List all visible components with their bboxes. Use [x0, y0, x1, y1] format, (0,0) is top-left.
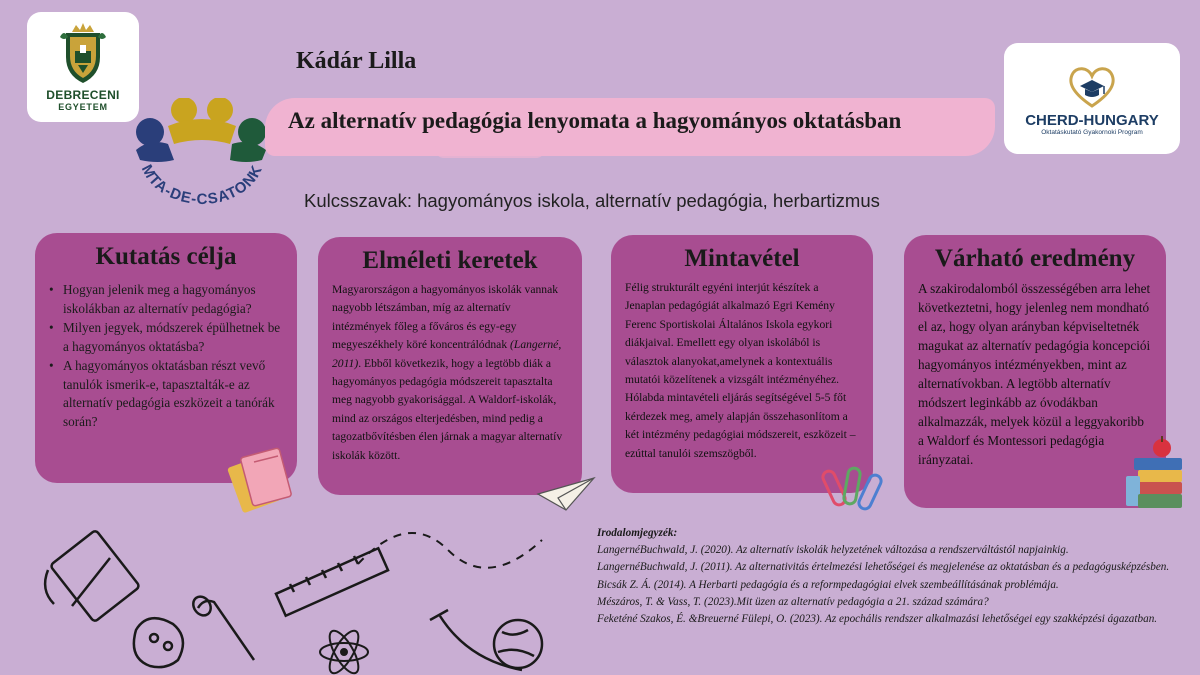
mta-people-ring-icon [128, 98, 278, 208]
cherd-logo [1004, 43, 1180, 154]
notebooks-icon [228, 442, 298, 512]
section-results-text: A szakirodalomból összességében arra lehet következtetni, hogy jelenleg nem mondható el az, hogy olyan arányban képviseltetnék magukat az alternatív pedagógia koncepciói hagyományos intézményekben, mint az alternatívokban. A legtöbb alternatív módszert leginkább az óvodákban alkalmazzák, melyek közül a leggyakoribb a Waldorf és Montessori pedagógia irányzatai. [918, 281, 1151, 467]
cherd-tagline: Oktatáskutató Gyakornoki Program [1041, 128, 1143, 136]
paintbrush-doodle-icon [190, 593, 254, 660]
notebook-doodle-icon [45, 530, 140, 622]
references [597, 525, 1189, 628]
aim-list [35, 271, 297, 431]
list-item: • Hogyan jelenik meg a hagyományos iskolákban az alternatív pedagógia? [49, 281, 283, 318]
paper-clips-icon [824, 466, 886, 516]
list-item: • A hagyományos oktatásban részt vevő tanulók ismerik-e, tapasztalták-e az alternatív pedagógia eszközeit a tanórák során? [49, 357, 283, 431]
cherd-name: CHERD-HUNGARY [1025, 111, 1159, 129]
section-theory [318, 237, 582, 495]
ruler-doodle-icon [276, 548, 388, 615]
list-item: • Milyen jegyek, módszerek épülhetnek be a hagyományos oktatásba? [49, 319, 283, 356]
university-name-line1: DEBRECENI [46, 87, 120, 102]
reference-item: LangernéBuchwald, J. (2020). Az alternatív iskolák helyzetének változása a rendszerváltástól napjainkig. [597, 544, 1069, 557]
globe-doodle-icon [430, 610, 542, 670]
svg-text:MTA-DE-CSATONK [138, 162, 266, 208]
page-title: Az alternatív pedagógia lenyomata a hagyományos oktatásban [288, 108, 902, 133]
reference-item: Feketéné Szakos, É. &Breuerné Fülepi, O. (2023). Az epochális rendszer alkalmazási lehetőségei egy szakképzési ágazatban. [597, 613, 1158, 626]
section-sampling-heading: Mintavétel [684, 245, 800, 272]
theory-text-part2: . Ebből következik, hogy a legtöbb diák a hagyományos pedagógia módszereit tapasztalta meg nagyobb gyakorisággal. A Waldorf-iskolák, mind az országos elterjedésben, mind pedig a tagozatbővítésben élen járnak a magyar alternatív iskolák között. [332, 356, 563, 462]
mta-logo-text: MTA-DE-CSATONK [137, 162, 267, 208]
section-sampling [611, 235, 873, 493]
mta-logo [128, 98, 278, 208]
references-heading: Irodalomjegyzék: [597, 527, 678, 539]
keywords: Kulcsszavak: hagyományos iskola, alternatív pedagógia, herbartizmus [304, 190, 880, 211]
reference-item: Bicsák Z. Á. (2014). A Herbarti pedagógia és a reformpedagógiai elvek szembeállításának problémája. [597, 578, 1059, 591]
reference-item: Mészáros, T. & Vass, T. (2023).Mit üzen az alternatív pedagógia a 21. század számára? [597, 595, 989, 608]
section-aim-heading: Kutatás célja [95, 243, 237, 270]
section-theory-text [318, 281, 582, 465]
cherd-heart-cap-icon [1064, 62, 1120, 110]
university-logo [27, 12, 139, 122]
theory-text-part1: Magyarországon a hagyományos iskolák vannak nagyobb létszámban, míg az alternatív intézmények főleg a főváros és egy-egy megyeszékhely köré koncentrálódnak [332, 283, 559, 352]
section-results-heading: Várható eredmény [934, 245, 1136, 272]
theory-citation: (Langerné, 2011) [332, 338, 562, 370]
section-sampling-text: Félig strukturált egyéni interjút készítek a Jenaplan pedagógiát alkalmazó Egri Kemény Ferenc Sportiskolai Általános Iskola egykori diákjaival. Emellett egy olyan iskolából is választok alanyokat,amelynek a kontextuális mutatói közelítenek a vizsgált intézményéhez. Hólabda mintavételi eljárás segítségével 5-5 főt kérdezek meg, amely alapján összehasonlítom a két intézmény pedagógiai módszereit, eszközeit – ezúttal tanulói szemszögből. [625, 281, 856, 460]
author-name: Kádár Lilla [296, 48, 417, 74]
books-apple-icon [1124, 436, 1186, 516]
atom-doodle-icon [320, 627, 368, 675]
school-doodles [28, 520, 588, 670]
palette-doodle-icon [134, 618, 183, 667]
university-crest-icon [58, 23, 108, 85]
section-theory-heading: Elméleti keretek [362, 247, 538, 274]
university-name-line2: EGYETEM [58, 101, 108, 112]
reference-item: LangernéBuchwald, J. (2011). Az alternativitás értelmezési lehetőségei és megjelenése az oktatásban és a pedagógusképzésben. [597, 561, 1170, 574]
paper-plane-icon [536, 474, 596, 514]
